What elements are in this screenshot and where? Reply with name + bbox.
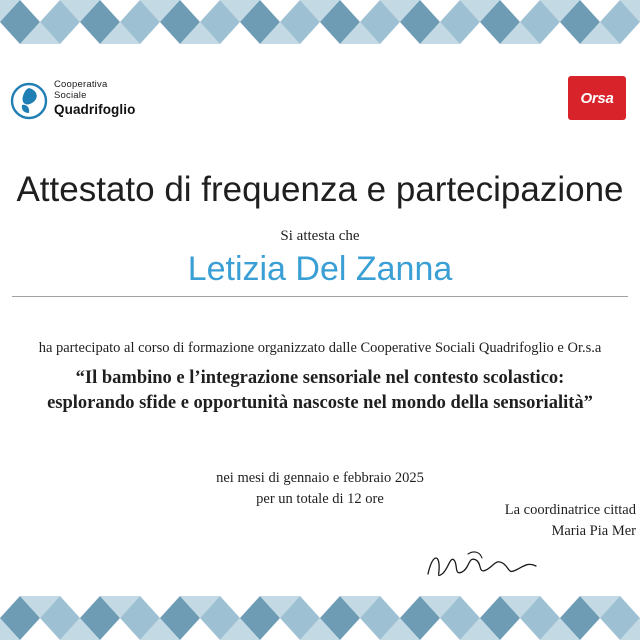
- period-hours: per un totale di 12 ore: [256, 490, 384, 507]
- course-title: “Il bambino e l’integrazione sensoriale nel contesto scolastico: esplorando sfide e opportunità nascoste nel mondo della sensorialità”: [47, 368, 593, 413]
- logo-line-cooperativa: Cooperativa: [54, 79, 108, 90]
- participation-text: ha partecipato al corso di formazione organizzato dalle Cooperative Sociali Quadrifoglio e Or.s.a: [38, 340, 602, 356]
- logo-orsa: [568, 76, 626, 120]
- certificate-subtitle: Si attesta che: [280, 228, 360, 244]
- signature-name: Maria Pia Mer: [551, 522, 636, 539]
- handwritten-signature-icon: [424, 544, 544, 586]
- quadrifoglio-wordmark: [54, 80, 135, 117]
- top-decorative-band: [0, 0, 640, 46]
- orsa-wordmark: Orsa: [580, 89, 614, 107]
- signature-role: La coordinatrice cittad: [504, 502, 636, 518]
- bottom-decorative-band: [0, 594, 640, 640]
- zigzag-pattern-top: [0, 0, 640, 44]
- signature-block: [336, 500, 636, 541]
- logo-line-sociale: Sociale: [54, 89, 87, 101]
- zigzag-pattern-bottom: [0, 596, 640, 640]
- certificate-title: Attestato di frequenza e partecipazione: [16, 170, 624, 209]
- divider-rule: [12, 296, 628, 297]
- period-months: nei mesi di gennaio e febbraio 2025: [216, 470, 424, 486]
- logo-line-quadrifoglio: Quadrifoglio: [54, 102, 136, 118]
- quadrifoglio-leaf-icon: [10, 82, 48, 120]
- logo-quadrifoglio: [10, 78, 170, 130]
- recipient-name: Letizia Del Zanna: [187, 250, 453, 288]
